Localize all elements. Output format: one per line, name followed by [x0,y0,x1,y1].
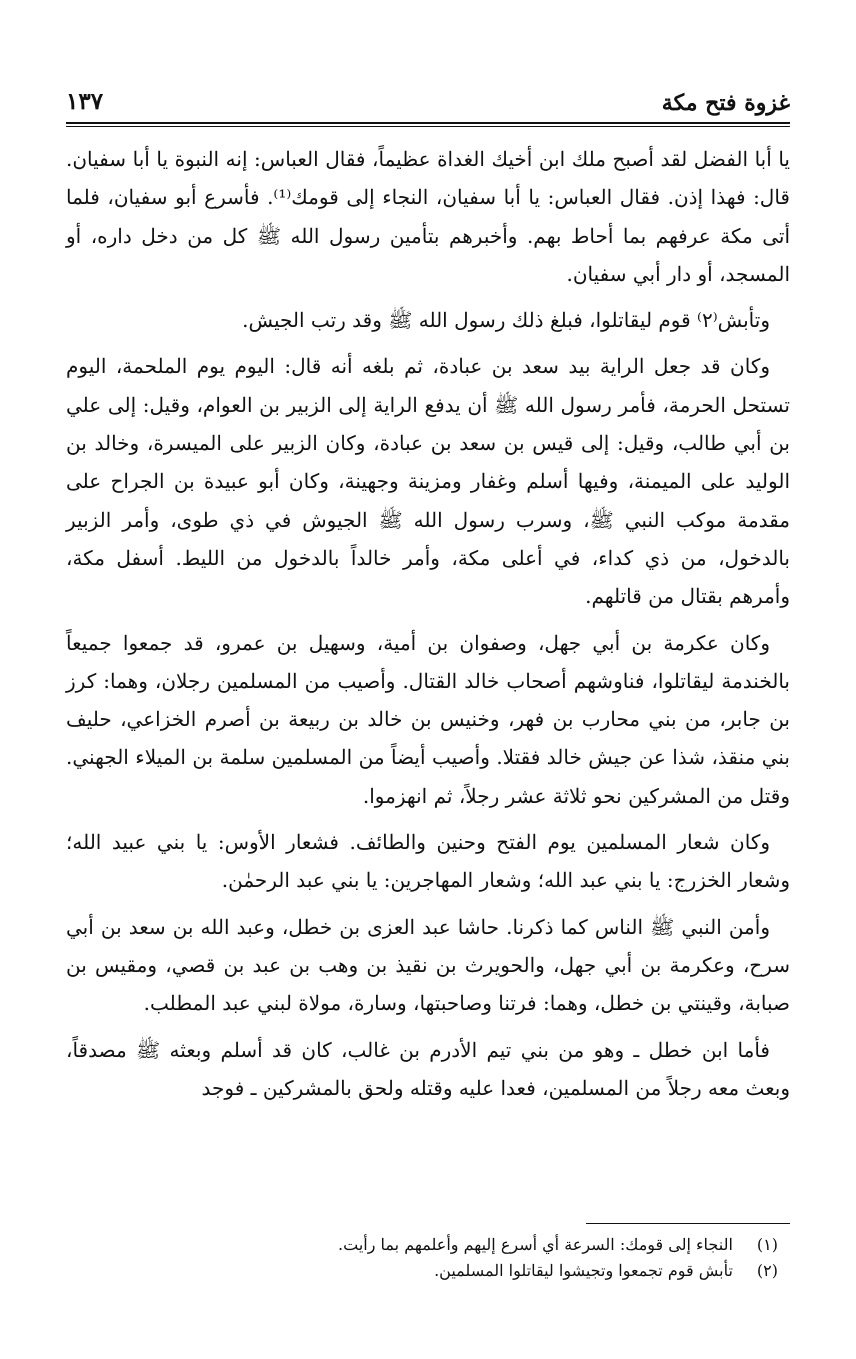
footnote [66,1258,790,1284]
header-rule [66,122,790,124]
footnote-text: تأبش قوم تجمعوا وتجيشوا ليقاتلوا المسلمين. [434,1261,733,1280]
footnote [66,1232,790,1258]
paragraph: يا أبا الفضل لقد أصبح ملك ابن أخيك الغداة عظيماً، فقال العباس: إنه النبوة يا أبا سفيان. قال: فهذا إذن. فقال العباس: يا أبا سفيان، النجاء إلى قومك⁽¹⁾. فأسرع أبو سفيان، فلما أتى مكة عرفهم بما أحاط بهم. وأخبرهم بتأمين رسول الله ﷺ كل من دخل داره، أو المسجد، أو دار أبي سفيان. [66,147,790,286]
paragraph: وتأبش⁽٢⁾ قوم ليقاتلوا، فبلغ ذلك رسول الله ﷺ وقد رتب الجيش. [242,308,770,333]
paragraph: فأما ابن خطل ـ وهو من بني تيم الأدرم بن غالب، كان قد أسلم وبعثه ﷺ مصدقاً، وبعث معه رجلاً من المسلمين، فعدا عليه وقتله ولحق بالمشركين ـ فوجد [66,1037,790,1100]
header-rule-thin [66,126,790,127]
main-text [66,140,790,1115]
running-header [66,86,790,120]
footnote-rule [586,1223,790,1224]
page-number: ١٣٧ [66,88,104,115]
footnotes [66,1232,790,1284]
paragraph: وكان عكرمة بن أبي جهل، وصفوان بن أمية، وسهيل بن عمرو، قد جمعوا جميعاً بالخندمة ليقاتلوا، فناوشهم أصحاب خالد القتال. وأصيب من المسلمين رجلان، وهما: كرز بن جابر، من بني محارب بن فهر، وخنيس بن خالد بن ربيعة بن أصرم الخزاعي، حليف بني منقذ، شذا عن جيش خالد فقتلا. وأصيب أيضاً من المسلمين سلمة بن الميلاء الجهني. وقتل من المشركين نحو ثلاثة عشر رجلاً، ثم انهزموا. [66,630,790,808]
paragraph: وكان شعار المسلمين يوم الفتح وحنين والطائف. فشعار الأوس: يا بني عبيد الله؛ وشعار الخزرج: يا بني عبد الله؛ وشعار المهاجرين: يا بني عبد الرحمٰن. [66,830,790,893]
chapter-title: غزوة فتح مكة [661,90,790,116]
paragraph: وأمن النبي ﷺ الناس كما ذكرنا. حاشا عبد العزى بن خطل، وعبد الله بن سعد بن أبي سرح، وعكرمة بن أبي جهل، والحويرث بن نقيذ بن وهب بن عبد بن قصي، ومقيس بن صبابة، وقينتي بن خطل، وهما: فرتنا وصاحبتها، وسارة، مولاة لبني عبد المطلب. [66,914,790,1016]
paragraph: وكان قد جعل الراية بيد سعد بن عبادة، ثم بلغه أنه قال: اليوم يوم الملحمة، اليوم تستحل الحرمة، فأمر رسول الله ﷺ أن يدفع الراية إلى الزبير بن العوام، وقيل: إلى علي بن أبي طالب، وقيل: إلى قيس بن سعد بن عبادة، وكان الزبير على الميسرة، وخالد بن الوليد على الميمنة، وفيها أسلم وغفار ومزينة وجهينة، وكان أبو عبيدة بن الجراح على مقدمة موكب النبي ﷺ، وسرب رسول الله ﷺ الجيوش في ذي طوى، وأمر الزبير بالدخول، من ذي كداء، في أعلى مكة، وأمر خالداً بالدخول من الليط. أسفل مكة، وأمرهم بقتال من قاتلهم. [66,354,790,609]
footnote-number: (١) [756,1235,778,1254]
footnote-number: (٢) [756,1261,778,1280]
footnote-text: النجاء إلى قومك: السرعة أي أسرع إليهم وأعلمهم بما رأيت. [338,1235,733,1254]
